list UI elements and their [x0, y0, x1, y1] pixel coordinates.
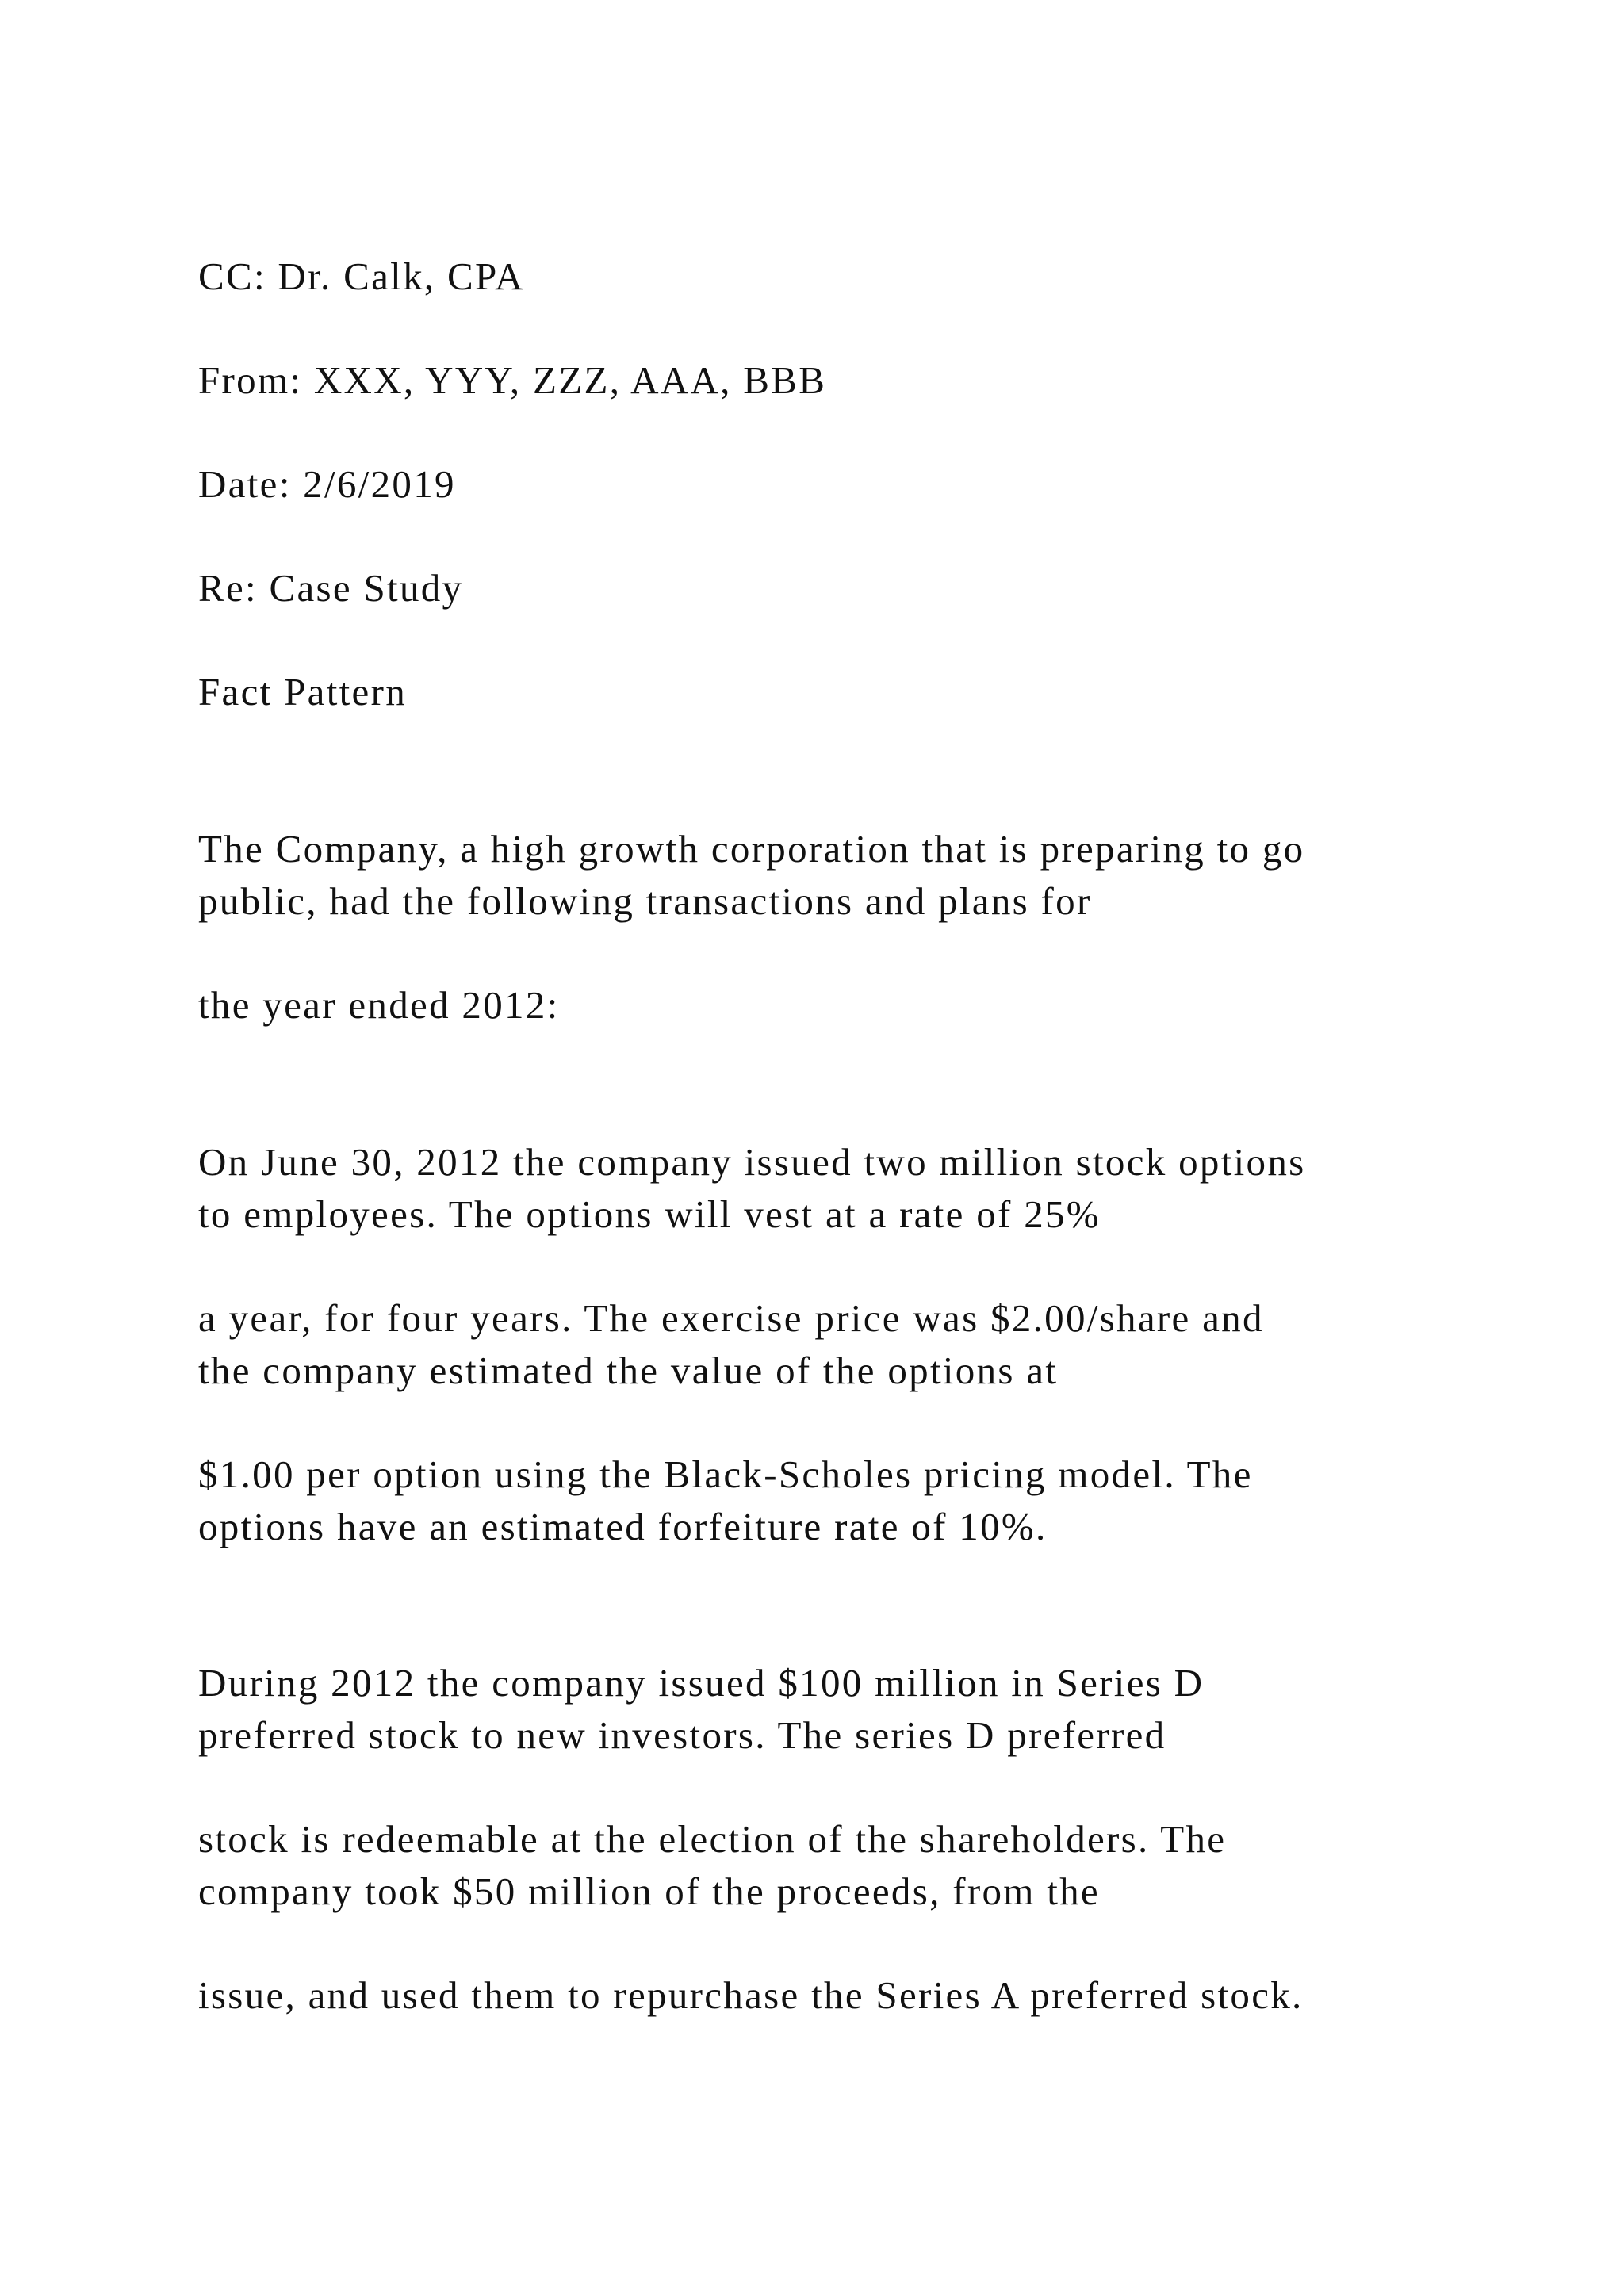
body-line: stock is redeemable at the election of the shareholders. The [198, 1817, 1227, 1861]
body-line: issue, and used them to repurchase the Series A preferred stock. [198, 1973, 1304, 2017]
body-line: The Company, a high growth corporation that is preparing to go [198, 827, 1305, 871]
body-line: a year, for four years. The exercise price was $2.00/share and [198, 1296, 1264, 1340]
body-line: the company estimated the value of the options at [198, 1349, 1059, 1392]
body-line: the year ended 2012: [198, 983, 560, 1027]
body-line: public, had the following transactions and plans for [198, 879, 1092, 923]
body-line: options have an estimated forfeiture rate of 10%. [198, 1505, 1048, 1548]
memo-cc-line: CC: Dr. Calk, CPA [198, 254, 525, 298]
section-heading: Fact Pattern [198, 670, 408, 714]
body-line: On June 30, 2012 the company issued two million stock options [198, 1140, 1306, 1184]
body-line: preferred stock to new investors. The series D preferred [198, 1713, 1166, 1757]
memo-from-line: From: XXX, YYY, ZZZ, AAA, BBB [198, 358, 827, 402]
body-line: $1.00 per option using the Black-Scholes pricing model. The [198, 1452, 1253, 1496]
memo-date-line: Date: 2/6/2019 [198, 462, 456, 506]
memo-re-line: Re: Case Study [198, 566, 464, 610]
body-line: During 2012 the company issued $100 million in Series D [198, 1661, 1205, 1705]
body-line: to employees. The options will vest at a rate of 25% [198, 1192, 1101, 1236]
body-line: company took $50 million of the proceeds, from the [198, 1869, 1100, 1913]
